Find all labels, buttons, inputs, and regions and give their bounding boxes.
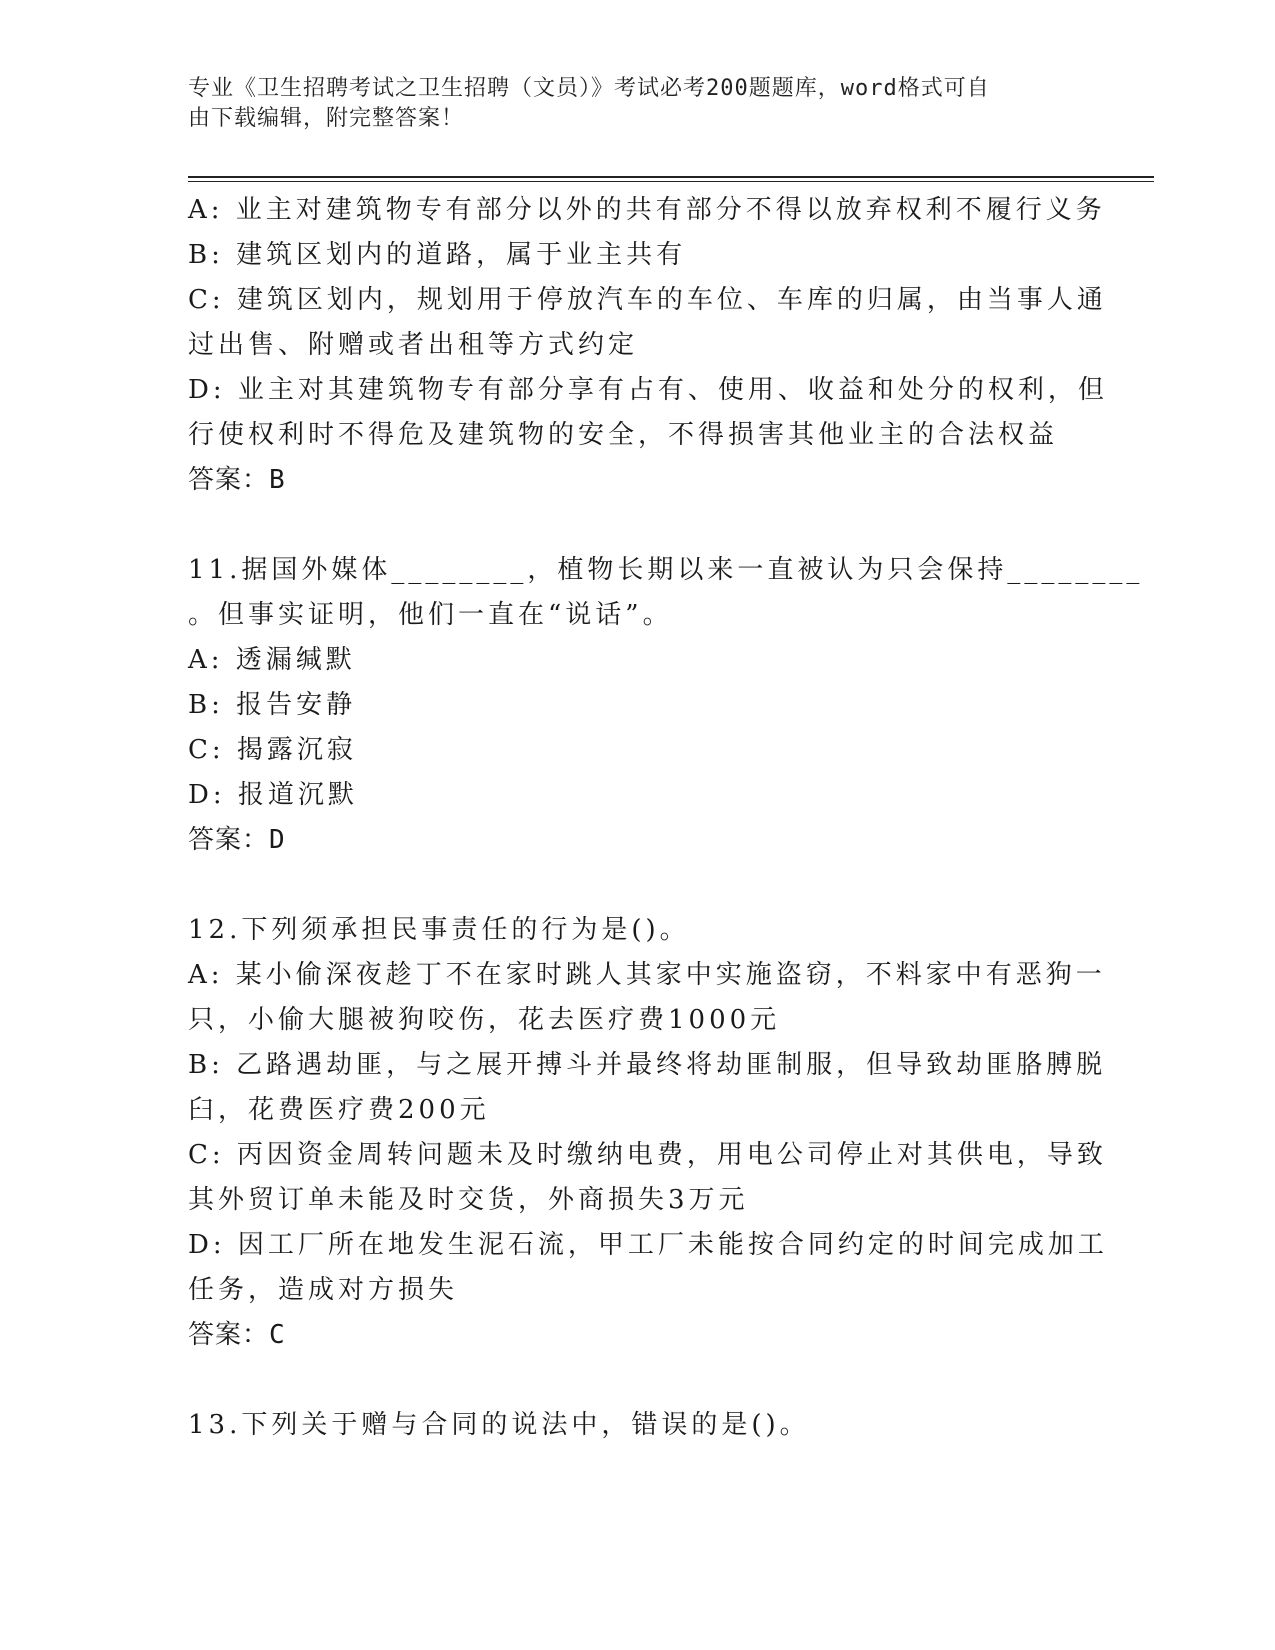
spacer bbox=[188, 503, 1068, 548]
header-rule-thick bbox=[188, 176, 1154, 178]
option-d: D: 报道沉默 bbox=[188, 780, 358, 810]
option-b-line-2: 臼，花费医疗费200元 bbox=[188, 1095, 490, 1125]
option-d-line-2: 行使权利时不得危及建筑物的安全，不得损害其他业主的合法权益 bbox=[188, 420, 1059, 450]
document-header bbox=[188, 74, 1068, 134]
question-stem: 13.下列关于赠与合同的说法中，错误的是()。 bbox=[188, 1410, 810, 1440]
option-a-line-2: 只，小偷大腿被狗咬伤，花去医疗费1000元 bbox=[188, 1005, 781, 1035]
option-d-line-1: D: 因工厂所在地发生泥石流，甲工厂未能按合同约定的时间完成加工 bbox=[188, 1230, 1108, 1260]
option-c-line-1: C: 丙因资金周转问题未及时缴纳电费，用电公司停止对其供电，导致 bbox=[188, 1140, 1107, 1170]
question-stem-line-1: 11.据国外媒体________，植物长期以来一直被认为只会保持________ bbox=[188, 555, 1144, 585]
header-rule-thin bbox=[188, 181, 1154, 182]
answer: 答案：D bbox=[188, 825, 286, 855]
option-a: A: 透漏缄默 bbox=[188, 645, 356, 675]
option-b: B: 报告安静 bbox=[188, 690, 357, 720]
option-d-line-1: D: 业主对其建筑物专有部分享有占有、使用、收益和处分的权利，但 bbox=[188, 375, 1108, 405]
option-c-line-1: C: 建筑区划内，规划用于停放汽车的车位、车库的归属，由当事人通 bbox=[188, 285, 1107, 315]
option-b-line-1: B: 乙路遇劫匪，与之展开搏斗并最终将劫匪制服，但导致劫匪胳膊脱 bbox=[188, 1050, 1107, 1080]
option-c-line-2: 其外贸订单未能及时交货，外商损失3万元 bbox=[188, 1185, 749, 1215]
question-stem: 12.下列须承担民事责任的行为是()。 bbox=[188, 915, 690, 945]
header-line-2: 由下载编辑，附完整答案！ bbox=[188, 106, 465, 131]
question-11 bbox=[188, 548, 1144, 863]
spacer bbox=[188, 1358, 1068, 1403]
header-line-1: 专业《卫生招聘考试之卫生招聘（文员）》考试必考200题题库，word格式可自 bbox=[188, 76, 990, 101]
option-b: B: 建筑区划内的道路，属于业主共有 bbox=[188, 240, 687, 270]
question-10 bbox=[188, 188, 1108, 503]
option-c-line-2: 过出售、附赠或者出租等方式约定 bbox=[188, 330, 639, 360]
question-13 bbox=[188, 1403, 1068, 1448]
question-stem-line-2: 。但事实证明，他们一直在“说话”。 bbox=[188, 600, 673, 630]
option-d-line-2: 任务，造成对方损失 bbox=[188, 1275, 459, 1305]
question-12 bbox=[188, 908, 1108, 1358]
question-content bbox=[188, 188, 1144, 1448]
option-a: A: 业主对建筑物专有部分以外的共有部分不得以放弃权利不履行义务 bbox=[188, 195, 1106, 225]
answer: 答案：B bbox=[188, 465, 286, 495]
option-c: C: 揭露沉寂 bbox=[188, 735, 357, 765]
option-a-line-1: A: 某小偷深夜趁丁不在家时跳人其家中实施盗窃，不料家中有恶狗一 bbox=[188, 960, 1106, 990]
spacer bbox=[188, 863, 1068, 908]
answer: 答案：C bbox=[188, 1320, 286, 1350]
